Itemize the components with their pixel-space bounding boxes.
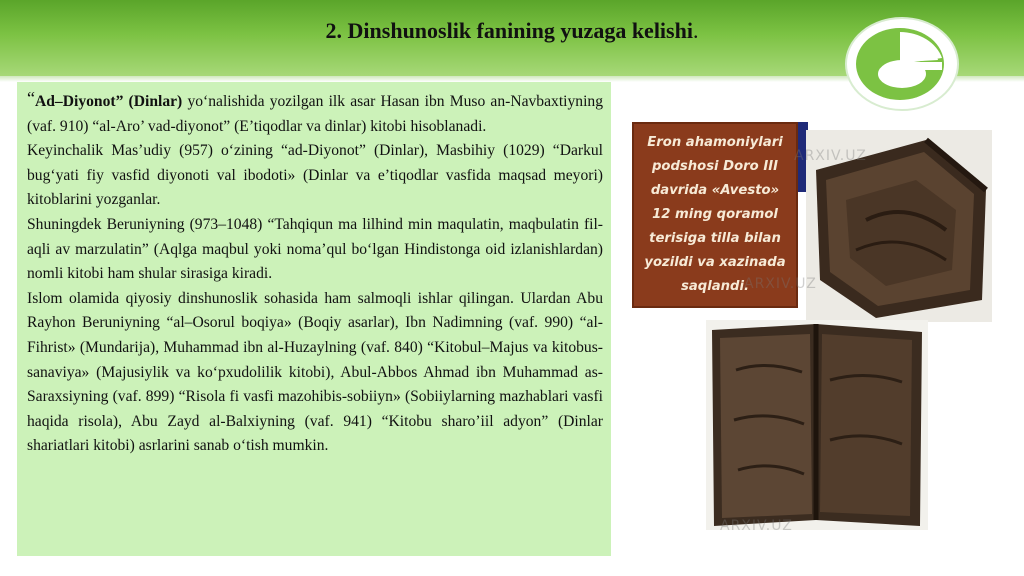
avesta-book-photo-open — [706, 320, 928, 530]
paragraph-1 — [27, 86, 603, 139]
watermark: ARXIV.UZ — [744, 276, 817, 292]
paragraph-1-text: yo‘nalishida yozilgan ilk asar Hasan ibn Muso an-Navbaxtiyning (vaf. 910) “al-Aro’ vad-diyonot” (E’tiqodlar va dinlar) kitobi hisoblanadi. — [27, 93, 604, 135]
logo-icon — [842, 14, 962, 114]
slide-title: 2. Dinshunoslik fanining yuzaga kelishi. — [325, 18, 699, 43]
paragraph-3: Shuningdek Beruniyning (973–1048) “Tahqiqun ma lilhind min maqulatin, maqbulatin fil-aqli av marzulatin” (Aqlga maqbul yoki noma’qul bo‘lgan Hindistonga oid izlanishlardan) nomli kitobi ham shular sirasiga kiradi. — [27, 215, 603, 283]
watermark: ARXIV.UZ — [720, 518, 793, 534]
watermark: ARXIV.UZ — [794, 148, 867, 164]
image-area — [624, 108, 994, 536]
caption-text: Eron ahamoniylari podshosi Doro III davrida «Avesto» 12 ming qoramol terisiga tilla bilan yozildi va xazinada saqlandi. — [644, 135, 786, 294]
open-quote: “ — [27, 88, 35, 108]
paragraph-4: Islom olamida qiyosiy dinshunoslik sohasida ham salmoqli ishlar qilingan. Ulardan Abu Rayhon Beruniyning “al–Osorul boqiya» (Boqiy asarlar), Ibn Nadimning (vaf. 990) “al-Fihrist» (Mundarija), Muhammad ibn al-Huzaylning (vaf. 840) “Kitobul–Majus va kitobus-sanaviya» (Majusiylik va ko‘pxudolilik kitobi), Abul-Abbos Ahmad ibn Muhammad as-Saraxsiyning (vaf. 899) “Risola fi vasfi mazohibis-sobiiyn» (Sobiiylarning mazhablari vasfi haqida risola), Abu Zayd al-Balxiyning (vaf. 941) “Kitobu sharo’iil adyon” (Dinlar shariatlari kitobi) asrlarini sanab o‘tish mumkin. — [27, 289, 603, 455]
book-title-bold: Ad–Diyonot” (Dinlar) — [35, 93, 183, 110]
text-panel — [17, 82, 611, 556]
paragraph-2: Keyinchalik Mas’udiy (957) o‘zining “ad-Diyonot” (Dinlar), Masbihiy (1029) “Darkul bug‘yati fiy vasfid diyonoti val ibodoti» (Dinlar va e’tiqodlar vasfida maqsad meyori) kitoblarini yozganlar. — [27, 142, 603, 209]
